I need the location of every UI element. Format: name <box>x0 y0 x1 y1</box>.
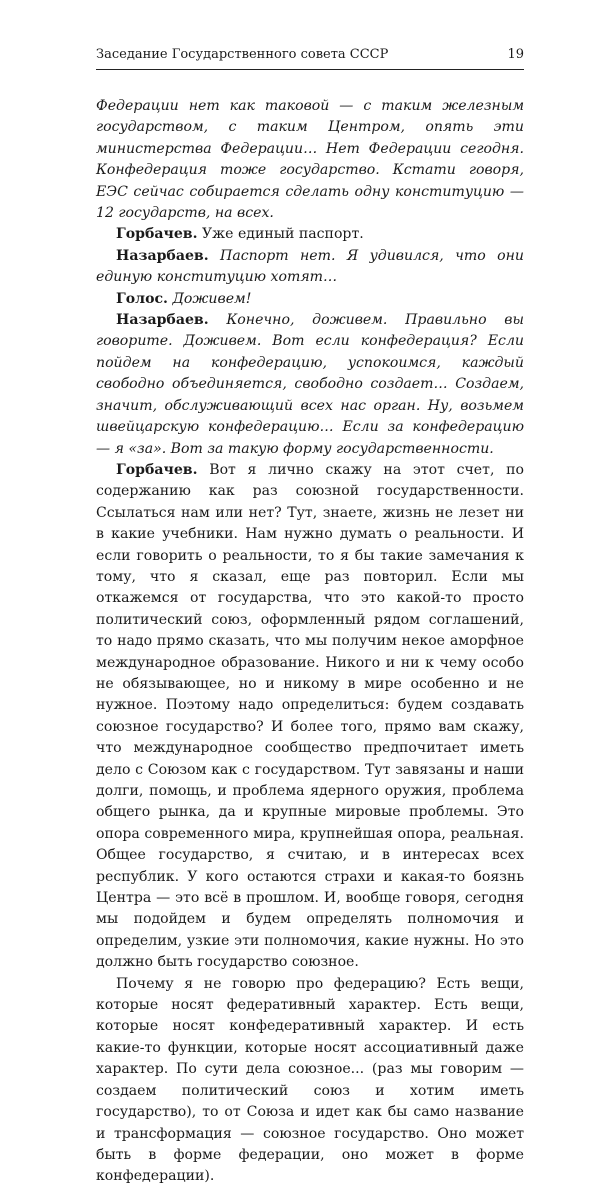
running-title: Заседание Государственного совета СССР <box>96 47 389 62</box>
page-number: 19 <box>507 47 524 62</box>
body-text <box>96 96 524 1188</box>
paragraph-2 <box>96 224 524 245</box>
paragraph-5 <box>96 310 524 460</box>
paragraph-1 <box>96 96 524 224</box>
speaker-nazarbaev: Назарбаев. <box>116 247 209 264</box>
speaker-gorbachev: Горбачев. <box>116 226 198 243</box>
speaker-nazarbaev: Назарбаев. <box>116 312 209 329</box>
gorbachev-speech: Уже единый паспорт. <box>202 226 364 243</box>
gorbachev-speech: Вот я лично скажу на этот счет, по содержанию как раз союзной государственности. Ссылаться нам или нет? Тут, знаете, жизнь не лезет ни в какие учебники. Нам нужно думать о реальности. И если говорить о реальности, то я бы такие замечания к тому, что я сказал, еще раз повторил. Если мы откажемся от государства, что это какой-то просто политический союз, оформленный рядом соглашений, то надо прямо сказать, что мы получим некое аморфное международное образование. Никого и ни к чему особо не обязывающее, но и никому в мире особенно и не нужное. Поэтому надо определиться: будем создавать союзное государство? И более того, прямо вам скажу, что международное сообщество предпочитает иметь дело с Союзом как с государством. Тут завязаны и наши долги, помощь, и проблема ядерного оружия, проблема общего рынка, да и крупные мировые проблемы. Это опора современного мира, крупнейшая опора, реальная. Общее государство, я считаю, и в интересах всех республик. У кого остаются страхи и какая-то боязнь Центра — это всё в прошлом. И, вообще говоря, сегодня мы подойдем и будем определять полномочия и определим, узкие эти полномочия, какие нужны. Но это должно быть государство союзное. <box>96 461 524 971</box>
header-rule <box>96 69 524 70</box>
paragraph-6 <box>96 460 524 974</box>
running-header <box>96 47 524 62</box>
nazarbaev-speech: Конечно, доживем. Правильно вы говорите. Доживем. Вот если конфедерация? Если пойдем на конфедерацию, успокоимся, каждый свободно объединяется, свободно создает… Создаем, значит, обслуживающий всех нас орган. Ну, возьмем швейцарскую конфедерацию… Если за конфедерацию — я «за». Вот за такую форму государственности. <box>96 312 524 457</box>
speaker-gorbachev: Горбачев. <box>116 461 198 478</box>
voice-speech: Доживем! <box>172 290 252 307</box>
nazarbaev-speech: Паспорт нет. Я удивился, что они единую конституцию хотят… <box>96 247 524 286</box>
nazarbaev-speech-continued: Федерации нет как таковой — с таким железным государством, с таким Центром, опять эти министерства Федерации… Нет Федерации сегодня. Конфедерация тоже государство. Кстати говоря, ЕЭС сейчас собирается сделать одну конституцию — 12 государств, на всех. <box>96 98 524 222</box>
paragraph-3 <box>96 246 524 289</box>
gorbachev-speech-continued: Почему я не говорю про федерацию? Есть вещи, которые носят федеративный характер. Есть вещи, которые носят конфедеративный характер. И есть какие-то функции, которые носят ассоциативный даже характер. По сути дела союзное... (раз мы говорим — создаем политический союз и хотим иметь государство), то от Союза и идет как бы само название и трансформация — союзное государство. Оно может быть в форме федерации, оно может в форме конфедерации). <box>96 975 524 1185</box>
speaker-voice: Голос. <box>116 290 168 307</box>
paragraph-4 <box>96 289 524 310</box>
paragraph-7 <box>96 974 524 1188</box>
